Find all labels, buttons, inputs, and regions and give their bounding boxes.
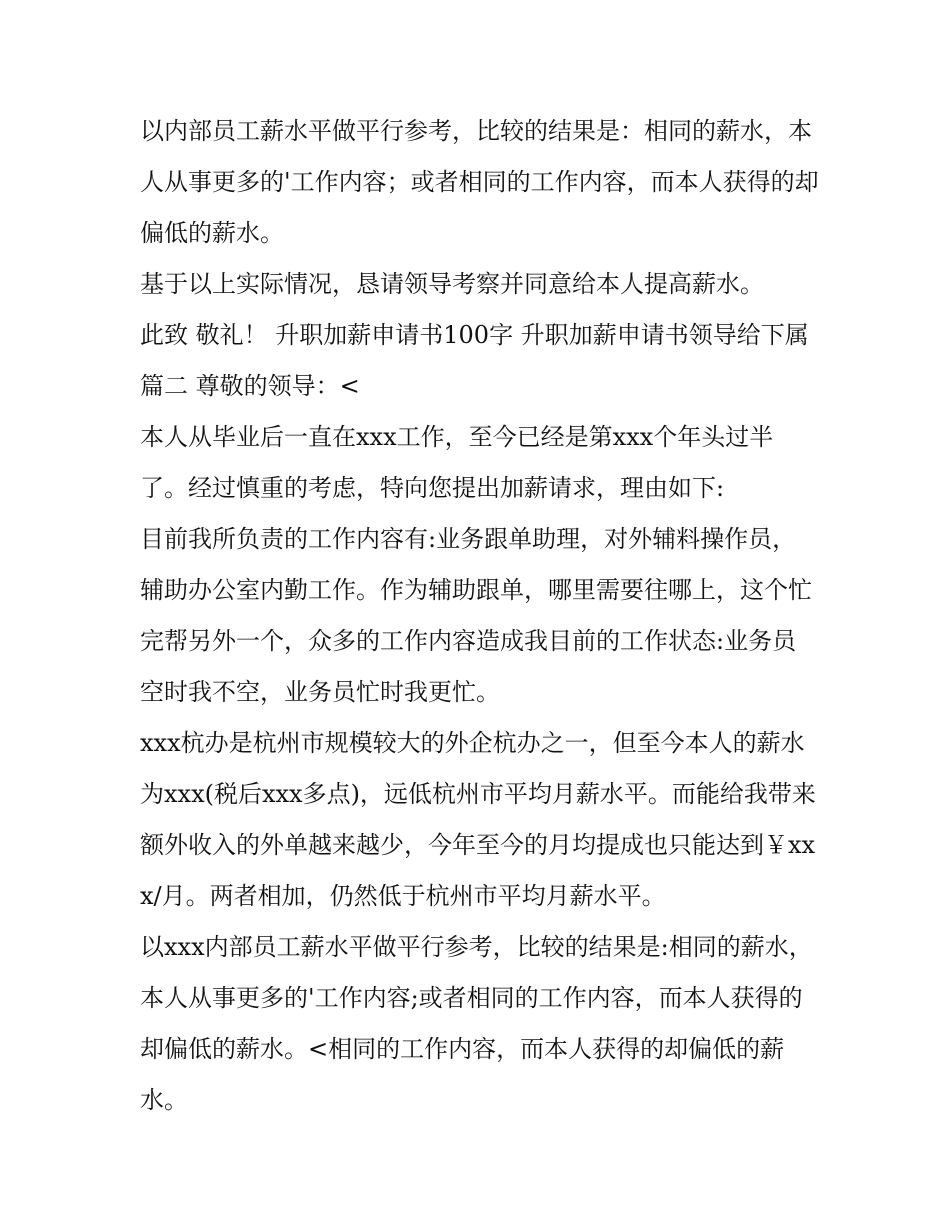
- paragraph-job-duties: 目前我所负责的工作内容有:业务跟单助理，对外辅料操作员，辅助办公室内勤工作。作为辅助跟单，哪里需要往哪上，这个忙完帮另外一个，众多的工作内容造成我目前的工作状态:业务员空时我不空，业务员忙时我更忙。: [140, 525, 812, 706]
- document-body: [140, 106, 820, 1126]
- paragraph-salary-comparison: 以内部员工薪水平做平行参考，比较的结果是：相同的薪水，本人从事更多的'工作内容；或者相同的工作内容，而本人获得的却偏低的薪水。: [140, 117, 819, 247]
- paragraph-closing-and-heading: 此致 敬礼！ 升职加薪申请书100字 升职加薪申请书领导给下属篇二 尊敬的领导：<: [140, 321, 809, 400]
- paragraph-internal-comparison: 以xxx内部员工薪水平做平行参考，比较的结果是:相同的薪水，本人从事更多的'工作内容;或者相同的工作内容，而本人获得的却偏低的薪水。<相同的工作内容，而本人获得的却偏低的薪水。: [140, 933, 813, 1114]
- paragraph-request: 基于以上实际情况，恳请领导考察并同意给本人提高薪水。: [140, 270, 764, 298]
- paragraph-introduction: 本人从毕业后一直在xxx工作，至今已经是第xxx个年头过半了。经过慎重的考虑，特向您提出加薪请求，理由如下:: [140, 423, 774, 502]
- paragraph-salary-level: xxx杭办是杭州市规模较大的外企杭办之一，但至今本人的薪水为xxx(税后xxx多点)，远低杭州市平均月薪水平。而能给我带来额外收入的外单越来越少，今年至今的月均提成也只能达到￥xxx/月。两者相加，仍然低于杭州市平均月薪水平。: [140, 729, 816, 910]
